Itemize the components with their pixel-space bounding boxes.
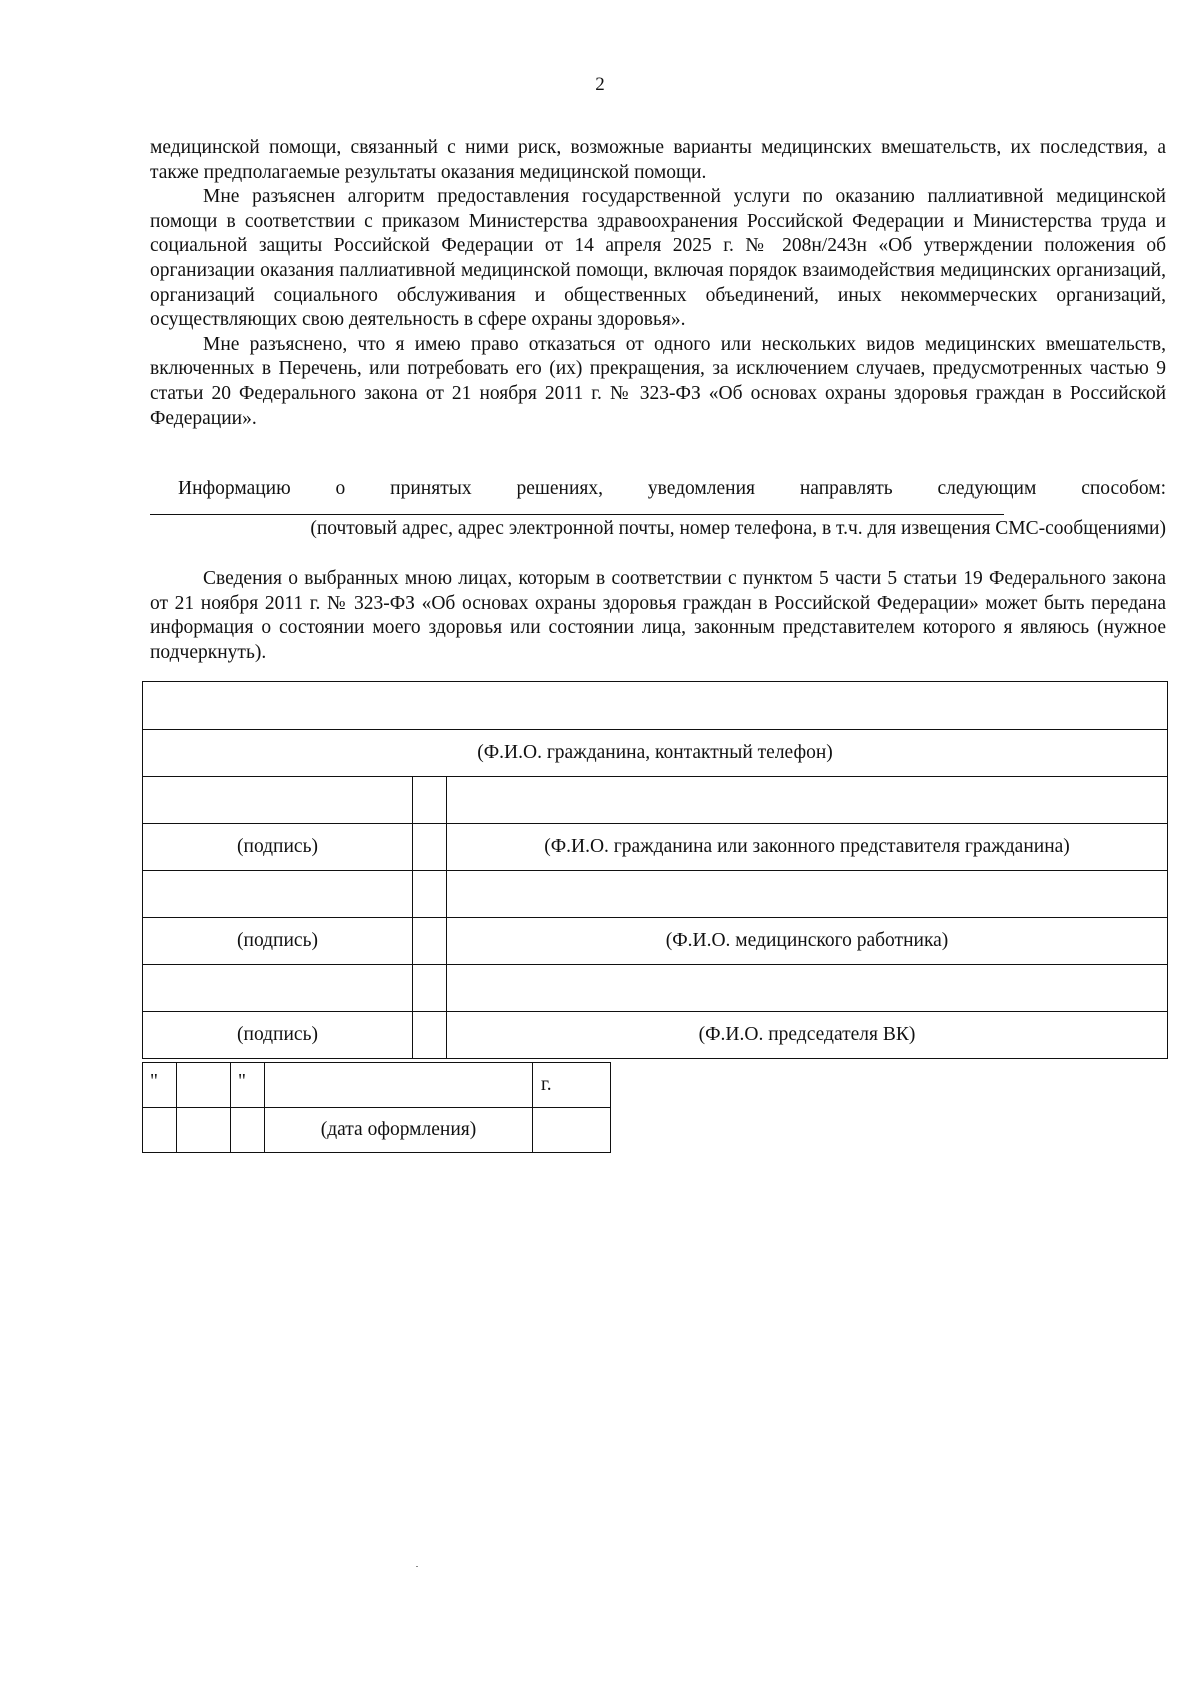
date-caption: (дата оформления) (265, 1108, 533, 1153)
citizen-signature-field[interactable] (143, 777, 413, 824)
notification-method-field[interactable] (150, 514, 1004, 515)
spacer-cell (413, 1012, 447, 1059)
vk-chair-name-caption: (Ф.И.О. председателя ВК) (447, 1012, 1168, 1059)
spacer-cell (413, 777, 447, 824)
consent-text-bottom (150, 567, 1166, 665)
paragraph-algorithm: Мне разъяснен алгоритм предоставления государственной услуги по оказанию паллиативной медицинской помощи в соответствии с приказом Министерства здравоохранения Российской Федерации и Министерства труда и социальной защиты Российской Федерации от 14 апреля 2025 г. № 208н/243н «Об утверждении положения об организации оказания паллиативной медицинской помощи, включая порядок взаимодействия медицинских организаций, организаций социального обслуживания и общественных объединений, иных некоммерческих организаций, осуществляющих свою деятельность в сфере охраны здоровья». (150, 186, 1166, 331)
medic-signature-caption: (подпись) (143, 918, 413, 965)
notification-method-label: Информацию о принятых решениях, уведомления направлять следующим способом: (178, 478, 1166, 499)
spacer-cell (231, 1108, 265, 1153)
spacer-cell (177, 1108, 231, 1153)
citizen-name-caption: (Ф.И.О. гражданина, контактный телефон) (143, 730, 1168, 777)
month-field[interactable] (265, 1063, 533, 1108)
spacer-cell (413, 965, 447, 1012)
signature-table (142, 681, 1168, 1059)
spacer-cell (413, 824, 447, 871)
date-close-quote: " (231, 1063, 265, 1108)
medic-signature-field[interactable] (143, 871, 413, 918)
paragraph-refusal-right: Мне разъяснено, что я имею право отказаться от одного или нескольких видов медицинских вмешательств, включенных в Перечень, или потребовать его (их) прекращения, за исключением случаев, предусмотренных частью 9 статьи 20 Федерального закона от 21 ноября 2011 г. № 323-ФЗ «Об основах охраны здоровья граждан в Российской Федерации». (150, 333, 1166, 429)
medic-name-caption: (Ф.И.О. медицинского работника) (447, 918, 1168, 965)
vk-chair-name-field[interactable] (447, 965, 1168, 1012)
medic-name-field[interactable] (447, 871, 1168, 918)
consent-text-top (150, 136, 1166, 431)
year-suffix: г. (533, 1063, 611, 1108)
vk-chair-signature-field[interactable] (143, 965, 413, 1012)
citizen-or-rep-name-caption: (Ф.И.О. гражданина или законного представителя гражданина) (447, 824, 1168, 871)
citizen-name-field[interactable] (143, 682, 1168, 730)
spacer-cell (143, 1108, 177, 1153)
spacer-cell (413, 871, 447, 918)
date-table (142, 1062, 611, 1153)
paragraph-risks: медицинской помощи, связанный с ними риск, возможные варианты медицинских вмешательств, их последствия, а также предполагаемые результаты оказания медицинской помощи. (150, 137, 1166, 183)
date-open-quote: " (143, 1063, 177, 1108)
page-number: 2 (595, 74, 605, 95)
citizen-signature-caption: (подпись) (143, 824, 413, 871)
citizen-or-rep-name-field[interactable] (447, 777, 1168, 824)
notification-method-caption: (почтовый адрес, адрес электронной почты, номер телефона, в т.ч. для извещения СМС-сообщениями) (310, 518, 1166, 539)
scan-speck (416, 1566, 418, 1567)
spacer-cell (413, 918, 447, 965)
vk-chair-signature-caption: (подпись) (143, 1012, 413, 1059)
spacer-cell (533, 1108, 611, 1153)
paragraph-chosen-persons: Сведения о выбранных мною лицах, которым в соответствии с пунктом 5 части 5 статьи 19 Федерального закона от 21 ноября 2011 г. № 323-ФЗ «Об основах охраны здоровья граждан в Российской Федерации» может быть передана информация о состоянии моего здоровья или состоянии лица, законным представителем которого я являюсь (нужное подчеркнуть). (150, 568, 1166, 663)
day-field[interactable] (177, 1063, 231, 1108)
